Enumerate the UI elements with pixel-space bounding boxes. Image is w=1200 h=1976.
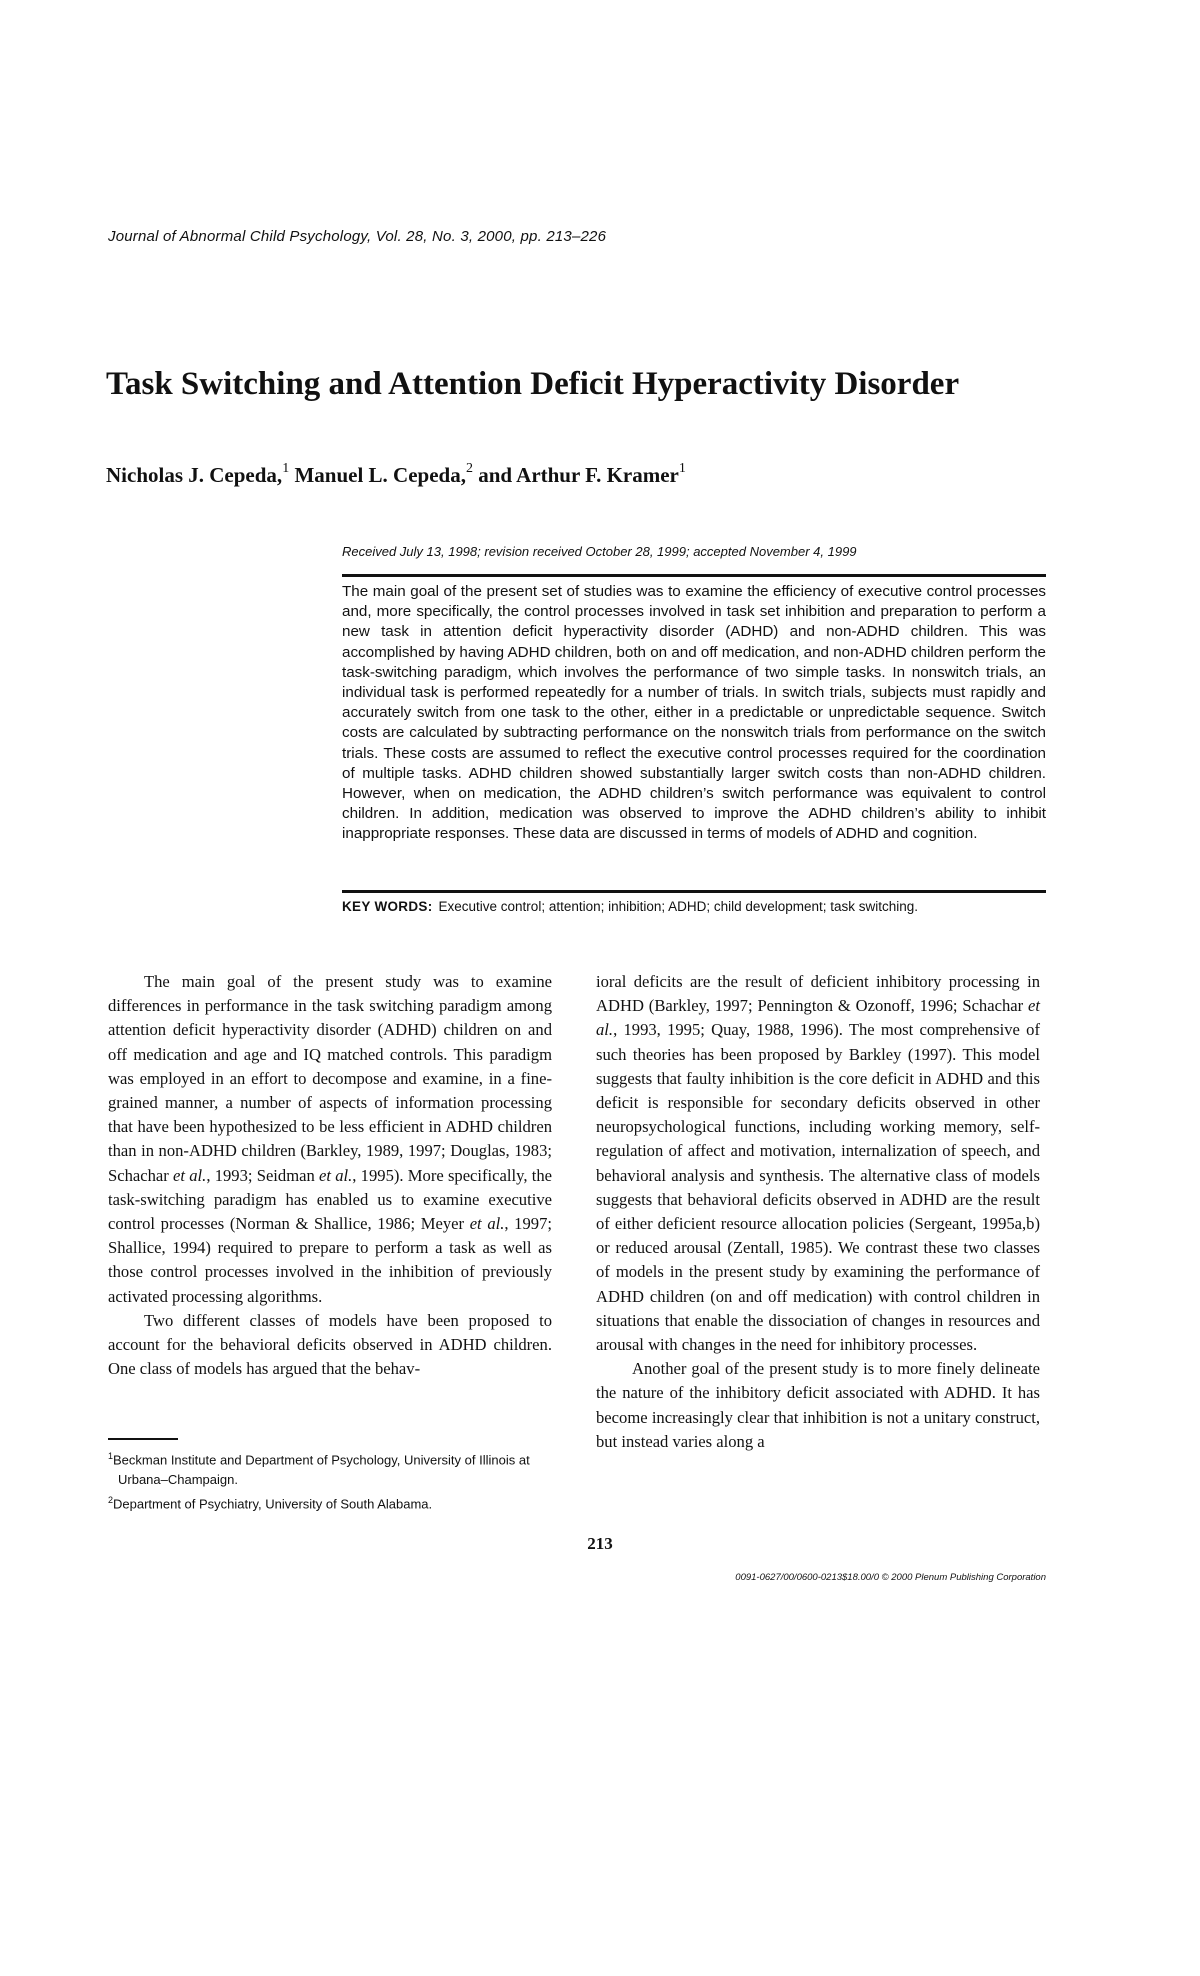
author-name: and Arthur F. Kramer — [478, 463, 679, 487]
author-affiliation-mark: 2 — [465, 461, 473, 476]
abstract-bottom-rule — [342, 890, 1046, 893]
author-name: Nicholas J. Cepeda, — [106, 463, 283, 487]
italic-text: et al. — [319, 1165, 353, 1185]
body-column-right — [596, 970, 1040, 1454]
author-affiliation-mark: 1 — [282, 461, 290, 476]
text-run: The main goal of the present study was to examine differences in performance in the task switching paradigm among attention deficit hyperactivity disorder (ADHD) children on and off medication and age and IQ matched controls. This paradigm was employed in an effort to decompose and examine, in a fine-grained manner, a number of aspects of information processing that have been hypothesized to be less efficient in ADHD children than in non-ADHD children (Barkley, 1989, 1997; Douglas, 1983; Schachar — [108, 972, 552, 1185]
footnote-mark: 1 — [108, 1451, 114, 1461]
italic-text: et al. — [596, 996, 1040, 1040]
abstract-top-rule — [342, 574, 1046, 577]
received-dates: Received July 13, 1998; revision received October 28, 1999; accepted November 4, 1999 — [342, 544, 857, 559]
text-run: , 1995). More specifically, the task-switching paradigm has enabled us to examine executive control processes (Norman & Shallice, 1986; Meyer — [108, 1165, 552, 1234]
abstract: The main goal of the present set of studies was to examine the efficiency of executive control processes and, more specifically, the control processes involved in task set inhibition and preparation to perform a new task in attention deficit hyperactivity disorder (ADHD) and non-ADHD children. This was accomplished by having ADHD children, both on and off medication, and non-ADHD children perform the task-switching paradigm, which involves the performance of two simple tasks. In nonswitch trials, an individual task is performed repeatedly for a number of trials. In switch trials, subjects must rapidly and accurately switch from one task to the other, either in a predictable or unpredictable sequence. Switch costs are calculated by subtracting performance on the nonswitch trials from performance on the switch trials. These costs are assumed to reflect the executive control processes required for the coordination of multiple tasks. ADHD children showed substantially larger switch costs than non-ADHD children. However, when on medication, the ADHD children’s switch performance was equivalent to control children. In addition, medication was observed to improve the ADHD children’s ability to inhibit inappropriate responses. These data are discussed in terms of models of ADHD and cognition. — [342, 583, 1046, 843]
page-number: 213 — [587, 1534, 613, 1553]
author-list — [106, 463, 686, 488]
author-affiliation-mark: 1 — [678, 461, 686, 476]
text-run: ioral deficits are the result of deficient inhibitory processing in ADHD (Barkley, 1997; Pennington & Ozonoff, 1996; Schachar — [596, 972, 1040, 1016]
body-paragraph — [596, 970, 1040, 1357]
footnote — [108, 1446, 552, 1490]
keywords — [342, 899, 1046, 914]
text-run: , 1993, 1995; Quay, 1988, 1996). The most comprehensive of such theories has been proposed by Barkley (1997). This model suggests that faulty inhibition is the core deficit in ADHD and this deficit is responsible for secondary deficits observed in other neuropsychological functions, including working memory, self-regulation of affect and motivation, internalization of speech, and behavioral analysis and synthesis. The alternative class of models suggests that behavioral deficits observed in ADHD are the result of either deficient resource allocation policies (Sergeant, 1995a,b) or reduced arousal (Zentall, 1985). We contrast these two classes of models in the present study by examining the performance of ADHD children (on and off medication) with control children in situations that enable the dissociation of changes in resources and arousal with changes in the need for inhibitory processes. — [596, 1020, 1040, 1355]
footnote-text: Department of Psychiatry, University of South Alabama. — [113, 1496, 433, 1512]
keywords-label: KEY WORDS: — [342, 899, 433, 914]
body-column-left — [108, 970, 552, 1381]
italic-text: et al. — [469, 1214, 505, 1234]
body-paragraph — [108, 970, 552, 1309]
article-title: Task Switching and Attention Deficit Hyperactivity Disorder — [106, 366, 960, 402]
footnote-text: Beckman Institute and Department of Psychology, University of Illinois at Urbana–Champaign. — [113, 1452, 530, 1488]
body-paragraph: Another goal of the present study is to more finely delineate the nature of the inhibitory deficit associated with ADHD. It has become increasingly clear that inhibition is not a unitary construct, but instead varies along a — [596, 1359, 1040, 1451]
footnote — [108, 1490, 552, 1514]
text-run: , 1997; Shallice, 1994) required to prepare to perform a task as well as those control processes involved in the inhibition of previously activated processing algorithms. — [108, 1214, 552, 1306]
copyright-line: 0091-0627/00/0600-0213$18.00/0 © 2000 Plenum Publishing Corporation — [735, 1572, 1046, 1583]
author-name: Manuel L. Cepeda, — [294, 463, 466, 487]
italic-text: et al. — [173, 1165, 207, 1185]
footnote-mark: 2 — [108, 1495, 114, 1506]
footnotes — [108, 1446, 552, 1515]
text-run: , 1993; Seidman — [206, 1165, 320, 1185]
body-paragraph: Two different classes of models have been proposed to account for the behavioral deficits observed in ADHD children. One class of models has argued that the behav- — [108, 1310, 552, 1379]
keywords-list: Executive control; attention; inhibition; ADHD; child development; task switching. — [438, 899, 919, 914]
journal-citation: Journal of Abnormal Child Psychology, Vol. 28, No. 3, 2000, pp. 213–226 — [108, 228, 607, 245]
footnote-rule — [108, 1438, 178, 1440]
